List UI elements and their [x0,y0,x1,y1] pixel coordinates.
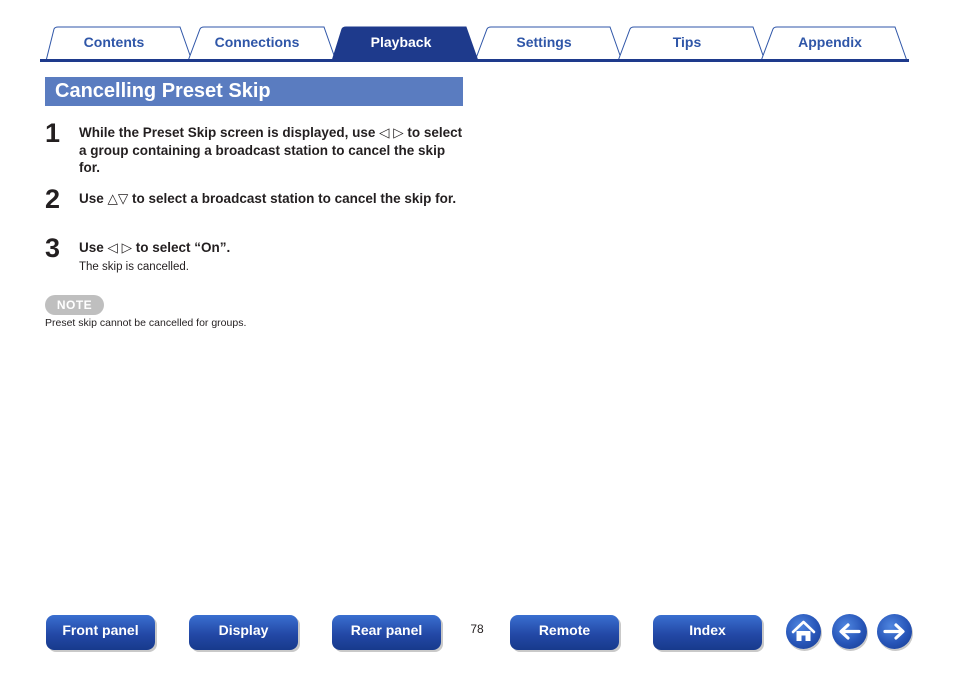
tab-appendix[interactable]: Appendix [798,34,862,50]
step-text: While the Preset Skip screen is displayed, use ◁ ▷ to select a group containing a broadcast station to cancel the skip for. [79,125,463,175]
rear-panel-button[interactable]: Rear panel [332,615,441,650]
step-number: 3 [45,233,61,263]
tab-tips[interactable]: Tips [672,34,702,50]
page-number: 78 [470,622,484,636]
tab-playback[interactable]: Playback [370,34,432,50]
back-arrow-icon [832,614,867,649]
back-button[interactable] [832,614,867,649]
index-button[interactable]: Index [653,615,762,650]
step-text: Use △▽ to select a broadcast station to cancel the skip for. [79,191,457,206]
step-result: The skip is cancelled. [79,261,189,273]
remote-button[interactable]: Remote [510,615,619,650]
step-number: 2 [45,184,61,214]
tab-contents[interactable]: Contents [83,34,145,50]
forward-button[interactable] [877,614,912,649]
note-text: Preset skip cannot be cancelled for groups. [45,317,247,329]
forward-arrow-icon [877,614,912,649]
note-badge: NOTE [45,295,104,315]
step-number: 1 [45,118,61,148]
tab-connections[interactable]: Connections [214,34,300,50]
front-panel-button[interactable]: Front panel [46,615,155,650]
home-icon [786,614,821,649]
display-button[interactable]: Display [189,615,298,650]
home-button[interactable] [786,614,821,649]
tab-settings[interactable]: Settings [516,34,572,50]
section-title: Cancelling Preset Skip [45,77,463,106]
step-text: Use ◁ ▷ to select “On”. [79,240,231,255]
